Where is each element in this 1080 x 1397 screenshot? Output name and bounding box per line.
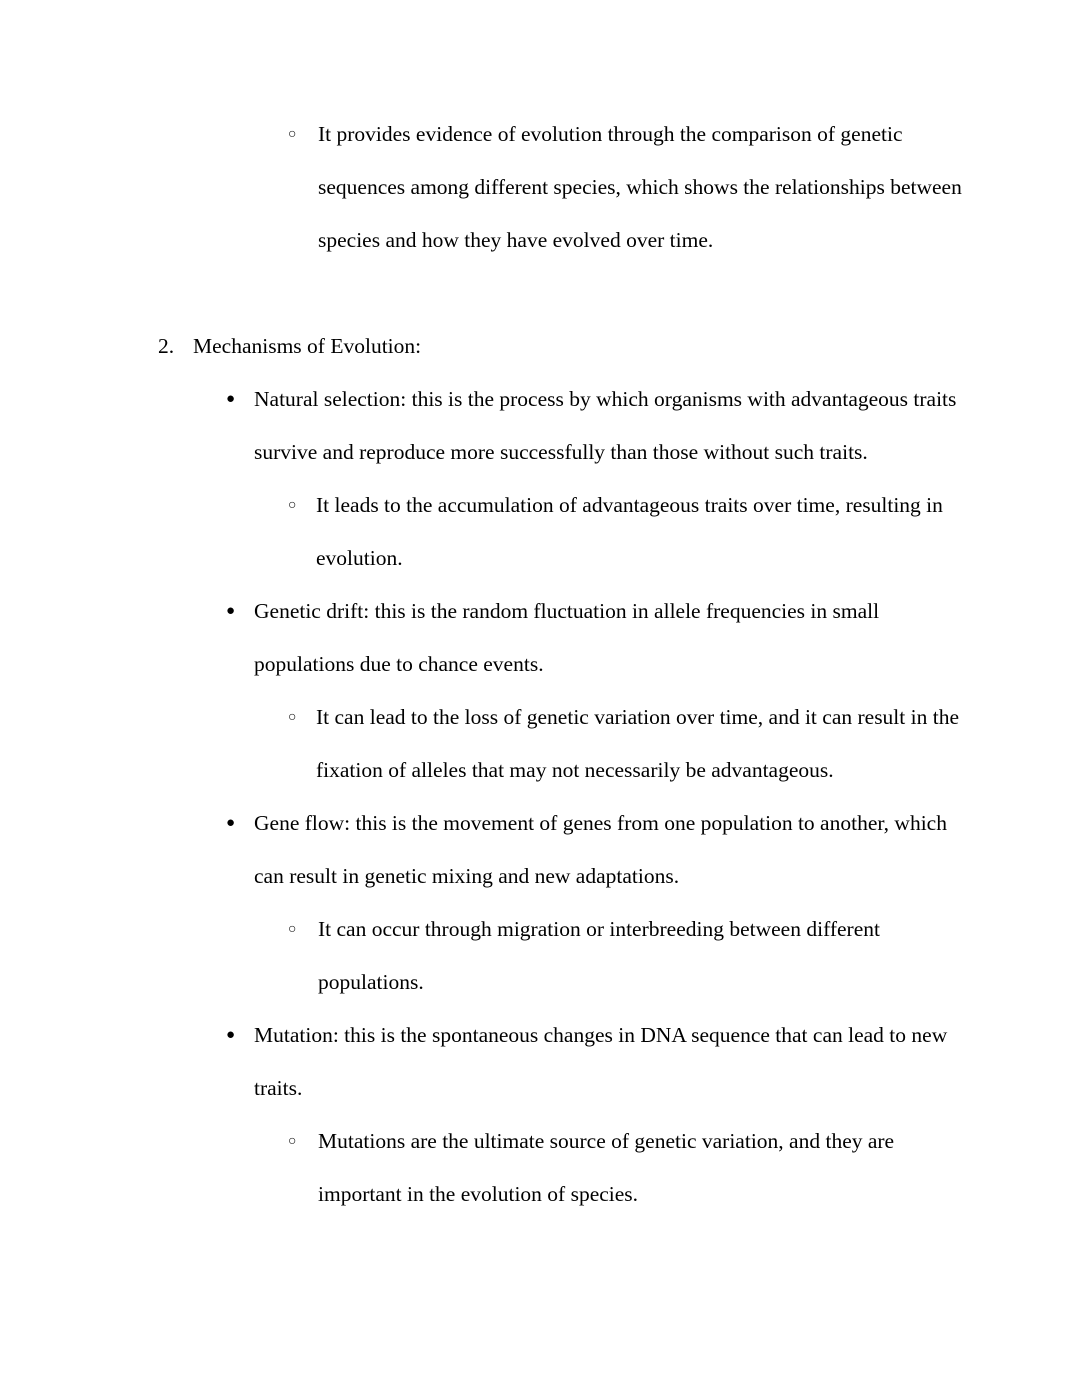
bullet-disc-icon: ●: [226, 603, 236, 619]
bullet-disc-icon: ●: [226, 1027, 236, 1043]
list-item: [118, 691, 962, 797]
list-item-text: It provides evidence of evolution through the comparison of genetic sequences among different species, which shows the relationships between species and how they have evolved over time.: [318, 122, 962, 252]
bullet-circle-icon: ○: [288, 1134, 297, 1149]
bullet-circle-icon: ○: [288, 922, 297, 937]
bullet-circle-icon: ○: [288, 127, 297, 142]
list-item: [118, 903, 962, 1009]
list-item-text: Gene flow: this is the movement of genes from one population to another, which can result in genetic mixing and new adaptations.: [254, 811, 947, 888]
list-item-text: Mutations are the ultimate source of genetic variation, and they are important in the evolution of species.: [318, 1129, 895, 1206]
list-item-text: Natural selection: this is the process by which organisms with advantageous traits survive and reproduce more successfully than those without such traits.: [254, 387, 957, 464]
bullet-disc-icon: ●: [226, 391, 236, 407]
list-item-text: It can lead to the loss of genetic variation over time, and it can result in the fixation of alleles that may not necessarily be advantageous.: [316, 705, 959, 782]
blank-line: [118, 267, 962, 320]
document-body: [118, 108, 962, 1221]
list-item: [118, 479, 962, 585]
list-item: [118, 797, 962, 903]
list-item: [118, 108, 962, 267]
list-item: [118, 320, 962, 373]
list-item: [118, 585, 962, 691]
bullet-disc-icon: ●: [226, 815, 236, 831]
list-item-text: It leads to the accumulation of advantageous traits over time, resulting in evolution.: [316, 493, 943, 570]
list-item-text: Genetic drift: this is the random fluctuation in allele frequencies in small populations due to chance events.: [254, 599, 880, 676]
bullet-circle-icon: ○: [288, 710, 297, 725]
bullet-circle-icon: ○: [288, 498, 297, 513]
list-item-text: Mechanisms of Evolution:: [193, 334, 422, 358]
list-number-marker: 2.: [158, 334, 175, 358]
list-item-text: Mutation: this is the spontaneous changes in DNA sequence that can lead to new traits.: [254, 1023, 948, 1100]
list-item: [118, 1009, 962, 1115]
list-item: [118, 1115, 962, 1221]
list-item-text: It can occur through migration or interbreeding between different populations.: [318, 917, 880, 994]
list-item: [118, 373, 962, 479]
